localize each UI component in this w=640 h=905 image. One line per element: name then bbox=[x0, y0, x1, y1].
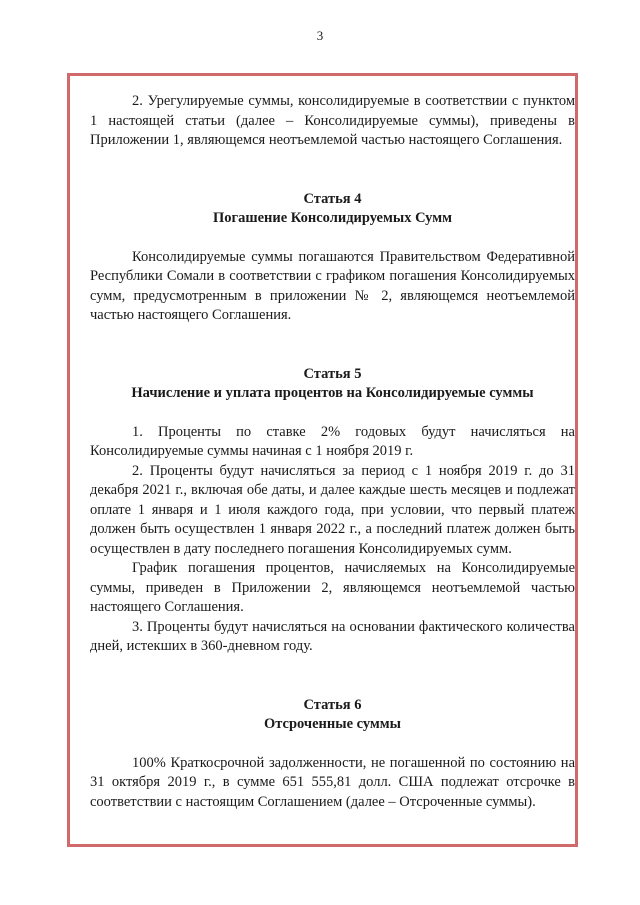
article-5-number: Статья 5 bbox=[303, 365, 362, 382]
article-4-number: Статья 4 bbox=[303, 190, 362, 207]
paragraph-interest-rate: 1. Проценты по ставке 2% годовых будут начисляться на Консолидируемые суммы начиная с 1 ноября 2019 г. bbox=[90, 423, 575, 459]
paragraph-repayment: Консолидируемые суммы погашаются Правительством Федеративной Республики Сомали в соответствии с графиком погашения Консолидируемых сумм, предусмотренным в приложении № 2, являющемся неотъемлемой частью настоящего Соглашения. bbox=[90, 248, 575, 323]
paragraph-deferred-amounts: 100% Краткосрочной задолженности, не погашенной по состоянию на 31 октября 2019 г., в сумме 651 555,81 долл. США подлежат отсрочке в соответствии с настоящим Соглашением (далее – Отсроченные суммы). bbox=[90, 754, 575, 810]
paragraph-consolidated-amounts: 2. Урегулируемые суммы, консолидируемые в соответствии с пунктом 1 настоящей статьи (далее – Консолидируемые суммы), приведены в Приложении 1, являющемся неотъемлемой частью настоящего Соглашения. bbox=[90, 93, 575, 148]
document-body bbox=[90, 92, 575, 812]
article-6-title: Отсроченные суммы bbox=[263, 716, 402, 732]
page-number: 3 bbox=[316, 28, 324, 43]
article-4-title: Погашение Консолидируемых Сумм bbox=[213, 210, 452, 226]
article-5-title: Начисление и уплата процентов на Консолидируемые суммы bbox=[131, 385, 534, 401]
paragraph-interest-schedule: График погашения процентов, начисляемых на Консолидируемые суммы, приведен в Приложении 2, являющемся неотъемлемой частью настоящего Соглашения. bbox=[90, 560, 575, 615]
paragraph-interest-basis: 3. Проценты будут начисляться на основании фактического количества дней, истекших в 360-дневном году. bbox=[90, 618, 575, 654]
paragraph-interest-period: 2. Проценты будут начисляться за период с 1 ноября 2019 г. до 31 декабря 2021 г., включая обе даты, и далее каждые шесть месяцев и подлежат оплате 1 января и 1 июля каждого года, при условии, что первый платеж должен быть осуществлен 1 января 2022 г., а последний платеж должен быть осуществлен в дату последнего погашения Консолидируемых сумм. bbox=[90, 462, 575, 557]
article-6-number: Статья 6 bbox=[303, 696, 362, 713]
